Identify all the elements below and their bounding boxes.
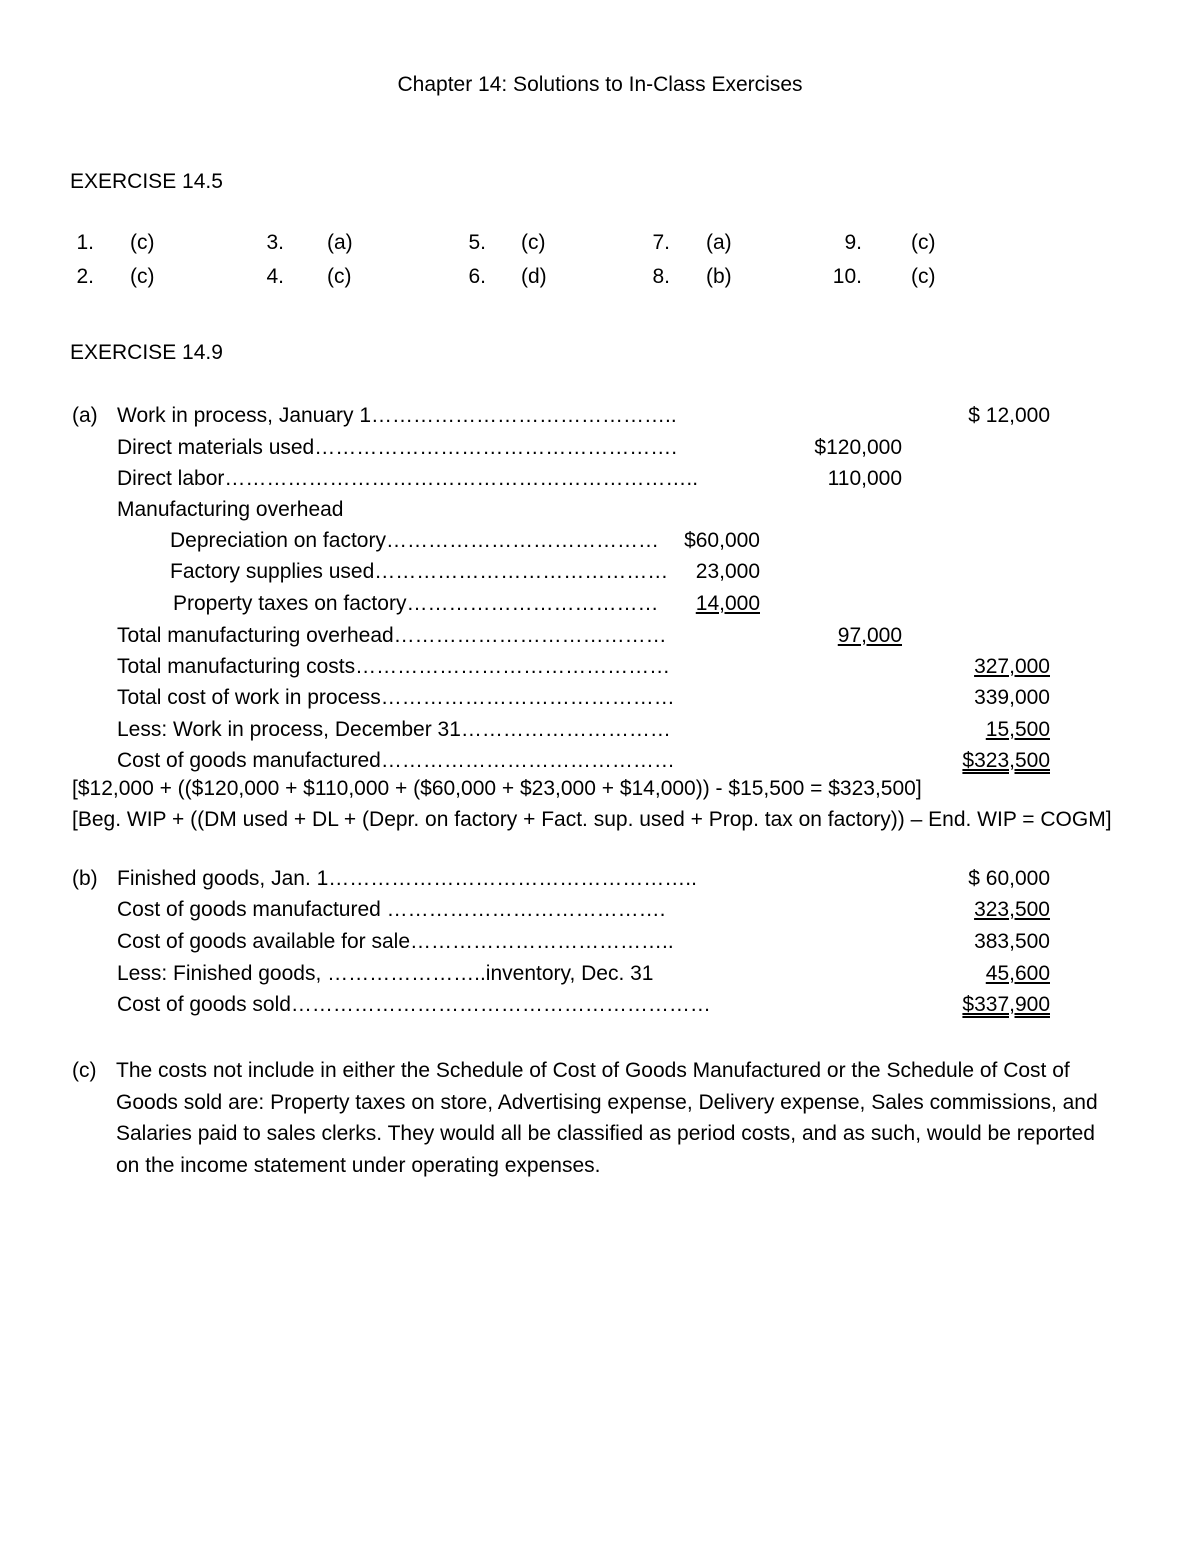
formula-numeric: [$12,000 + (($120,000 + $110,000 + ($60,000 + $23,000 + $14,000)) - $15,500 = $323,500] xyxy=(72,777,922,800)
cogs-row-value: 383,500 xyxy=(974,930,1050,953)
answer-number: 8. xyxy=(652,265,670,288)
answer-number: 5. xyxy=(468,231,486,254)
answer-value: (d) xyxy=(521,265,547,288)
answer-value: (c) xyxy=(327,265,352,288)
schedule-row-label: Depreciation on factory………………………………… xyxy=(170,529,659,552)
answer-value: (c) xyxy=(911,265,936,288)
cogs-row-value: 45,600 xyxy=(985,962,1050,985)
answer-value: (c) xyxy=(521,231,546,254)
cogs-total-value: $337,900 xyxy=(962,993,1050,1016)
answer-value: (a) xyxy=(706,231,732,254)
cogs-row-label: Cost of goods manufactured …………………………………. xyxy=(117,898,666,921)
answer-number: 6. xyxy=(468,265,486,288)
schedule-detail-value: 23,000 xyxy=(695,560,760,583)
schedule-detail-value: $60,000 xyxy=(684,529,760,552)
answer-value: (c) xyxy=(911,231,936,254)
schedule-row-label: Work in process, January 1…………………………………….. xyxy=(117,404,677,427)
cogs-row-value: 323,500 xyxy=(974,898,1050,921)
part-b-label: (b) xyxy=(72,867,98,890)
cogs-row-label: Cost of goods sold…………………………………………………… xyxy=(117,993,711,1016)
part-a-label: (a) xyxy=(72,404,98,427)
page-title: Chapter 14: Solutions to In-Class Exercises xyxy=(397,73,803,96)
schedule-row-label: Direct labor………………………………………………………….. xyxy=(117,467,699,490)
formula-descriptive: [Beg. WIP + ((DM used + DL + (Depr. on factory + Fact. sup. used + Prop. tax on factory)) – End. WIP = COGM] xyxy=(72,808,1112,831)
answer-number: 3. xyxy=(266,231,284,254)
answer-number: 10. xyxy=(832,265,862,288)
schedule-subtotal-value: 97,000 xyxy=(837,624,902,647)
schedule-subtotal-value: 110,000 xyxy=(827,467,902,490)
answer-value: (a) xyxy=(327,231,353,254)
part-c-paragraph: The costs not include in either the Schedule of Cost of Goods Manufactured or the Schedule of Cost of Goods sold are: Property taxes on store, Advertising expense, Delivery expense, Sales commissions, and Salaries paid to sales clerks. They would all be classified as period costs, and as such, would be reported on the income statement under operating expenses. xyxy=(116,1059,1098,1177)
schedule-total-value: 339,000 xyxy=(974,686,1050,709)
schedule-row-label: Less: Work in process, December 31………………………… xyxy=(117,718,671,741)
schedule-row-label: Manufacturing overhead xyxy=(117,498,344,521)
answer-number: 4. xyxy=(266,265,284,288)
schedule-row-label: Direct materials used……………………………………………. xyxy=(117,436,678,459)
answer-value: (c) xyxy=(130,231,155,254)
schedule-total-value: $ 12,000 xyxy=(968,404,1050,427)
answer-value: (c) xyxy=(130,265,155,288)
cogs-row-label: Finished goods, Jan. 1…………………………………………….. xyxy=(117,867,697,890)
answer-number: 7. xyxy=(652,231,670,254)
cogs-row-label: Less: Finished goods, …………………..inventory, Dec. 31 xyxy=(117,962,654,985)
answer-number: 9. xyxy=(844,231,862,254)
cogs-row-value: $ 60,000 xyxy=(968,867,1050,890)
schedule-row-label: Cost of goods manufactured…………………………………… xyxy=(117,749,675,772)
schedule-row-label: Total manufacturing costs……………………………………… xyxy=(117,655,671,678)
cogm-total-value: $323,500 xyxy=(962,749,1050,772)
schedule-row-label: Total manufacturing overhead………………………………… xyxy=(117,624,667,647)
schedule-row-label: Total cost of work in process…………………………………… xyxy=(117,686,675,709)
schedule-row-label: Factory supplies used…………………………………… xyxy=(170,560,669,583)
schedule-subtotal-value: $120,000 xyxy=(814,436,902,459)
exercise-14-9-heading: EXERCISE 14.9 xyxy=(70,341,223,364)
cogs-row-label: Cost of goods available for sale……………………………….. xyxy=(117,930,674,953)
schedule-total-value: 15,500 xyxy=(985,718,1050,741)
answer-number: 2. xyxy=(76,265,94,288)
part-c-label: (c) xyxy=(72,1059,97,1082)
schedule-row-label: Property taxes on factory……………………………… xyxy=(173,592,659,615)
schedule-total-value: 327,000 xyxy=(974,655,1050,678)
exercise-14-5-heading: EXERCISE 14.5 xyxy=(70,170,223,193)
schedule-detail-value: 14,000 xyxy=(695,592,760,615)
answer-number: 1. xyxy=(76,231,94,254)
answer-value: (b) xyxy=(706,265,732,288)
